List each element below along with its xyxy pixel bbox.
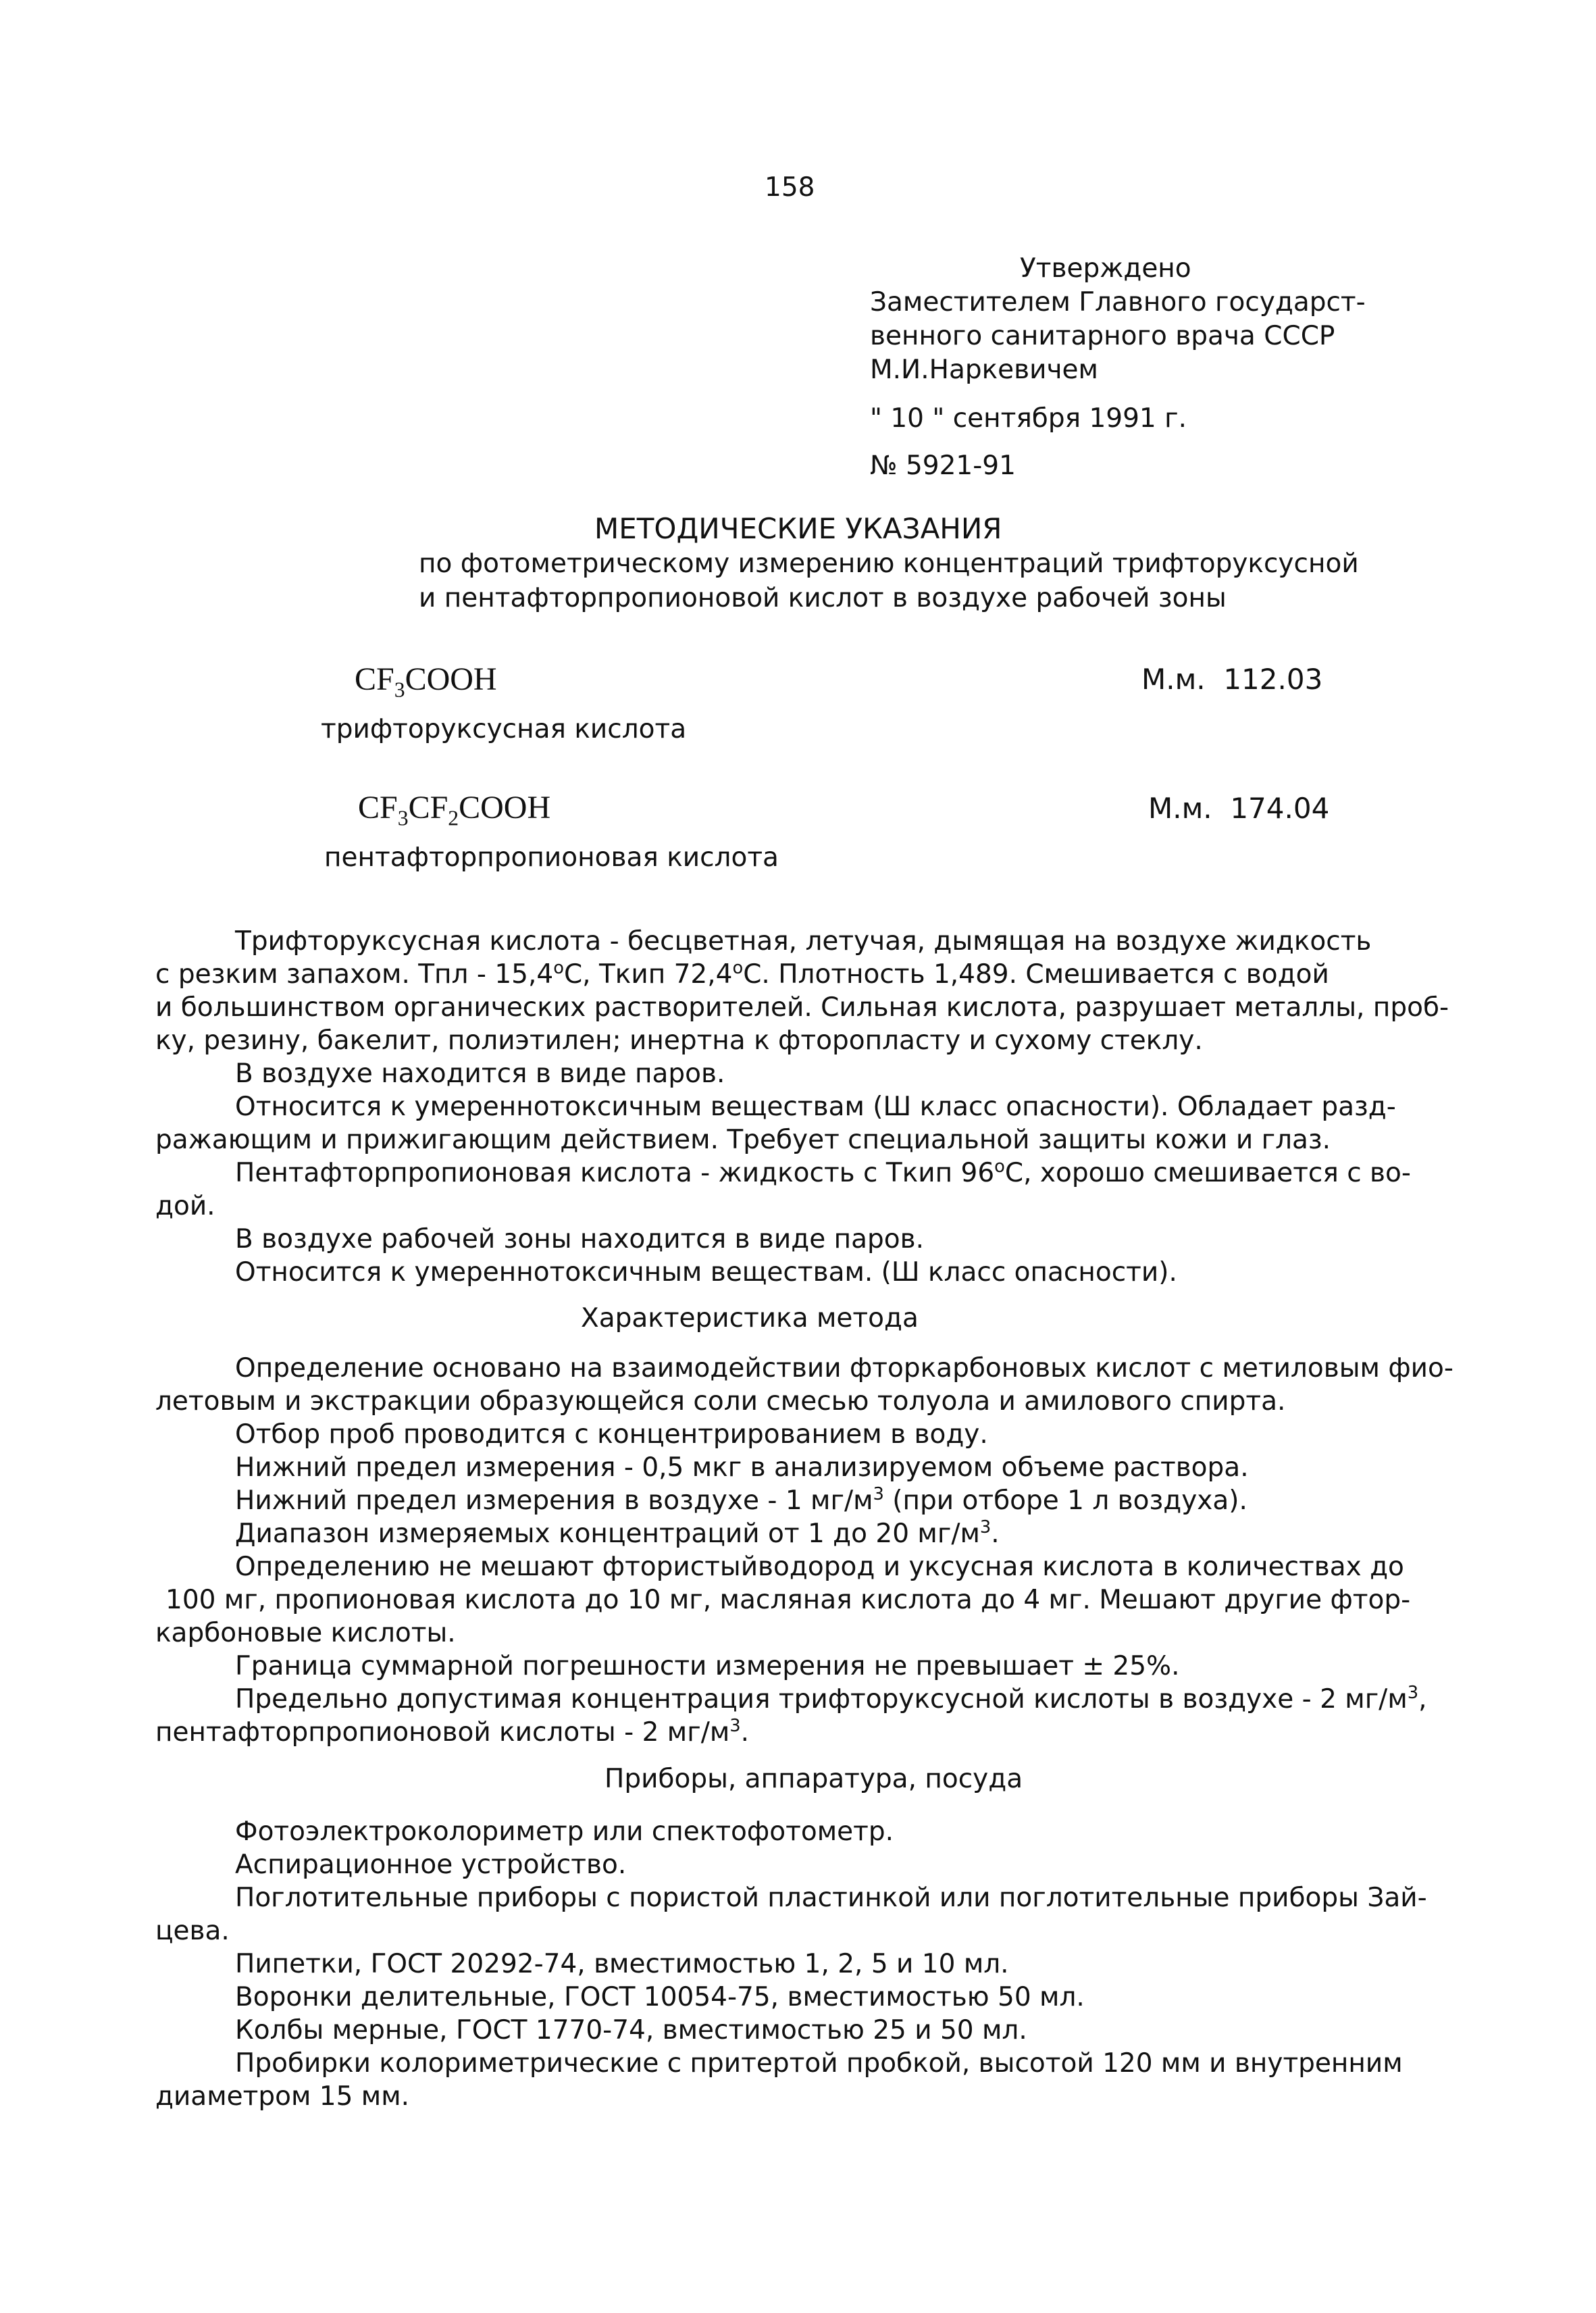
text-line: диаметром 15 мм. xyxy=(155,2081,410,2112)
text-line: Пробирки колориметрические с притертой пробкой, высотой 120 мм и внутренним xyxy=(235,2048,1403,2079)
approval-line-1: Заместителем Главного государст- xyxy=(870,287,1366,317)
text-line: Нижний предел измерения - 0,5 мкг в анализируемом объеме раствора. xyxy=(235,1452,1249,1483)
document-subtitle-2: и пентафторпропионовой кислот в воздухе рабочей зоны xyxy=(419,583,1227,613)
section-heading: Приборы, аппаратура, посуда xyxy=(604,1764,1023,1794)
text-line: ражающим и прижигающим действием. Требует специальной защиты кожи и глаз. xyxy=(155,1125,1331,1155)
text-line: 100 мг, пропионовая кислота до 10 мг, масляная кислота до 4 мг. Мешают другие фтор- xyxy=(165,1585,1411,1615)
approval-date: " 10 " сентября 1991 г. xyxy=(870,403,1187,434)
text-line: летовым и экстракции образующейся соли смесью толуола и амилового спирта. xyxy=(155,1386,1286,1417)
approval-title: Утверждено xyxy=(1020,253,1191,284)
text-line: Колбы мерные, ГОСТ 1770-74, вместимостью 25 и 50 мл. xyxy=(235,2015,1027,2045)
text-line: Нижний предел измерения в воздухе - 1 $мг/м^3$ (при отборе 1 л воздуха). xyxy=(235,1484,1247,1516)
text-line: пентафторпропионовой кислоты - 2 $мг/м^3$. xyxy=(155,1716,750,1748)
text-line: Отбор проб проводится с концентрированием в воду. xyxy=(235,1419,988,1450)
compound-name-1: трифторуксусная кислота xyxy=(321,714,687,744)
text-line: Граница суммарной погрешности измерения не превышает ± 25%. xyxy=(235,1651,1180,1681)
text-line: В воздухе рабочей зоны находится в виде паров. xyxy=(235,1224,925,1254)
section-heading: Характеристика метода xyxy=(581,1303,919,1333)
compound-formula-1: $CF_3COOH$ xyxy=(355,661,497,702)
text-line: В воздухе находится в виде паров. xyxy=(235,1059,725,1089)
text-line: Пентафторпропионовая кислота - жидкость с Ткип 96$^o$C, хорошо смешивается с во- xyxy=(235,1156,1411,1188)
text-line: Относится к умереннотоксичным веществам. (Ш класс опасности). xyxy=(235,1257,1177,1288)
text-line: Воронки делительные, ГОСТ 10054-75, вместимостью 50 мл. xyxy=(235,1982,1085,2012)
compound-name-2: пентафторпропионовая кислота xyxy=(324,842,779,873)
text-line: с резким запахом. Тпл - 15,4$^o$C, Ткип 72,4$^o$C. Плотность 1,489. Смешивается с водой xyxy=(155,958,1329,990)
text-line: Определение основано на взаимодействии фторкарбоновых кислот с метиловым фио- xyxy=(235,1353,1453,1383)
approval-number: № 5921-91 xyxy=(870,451,1016,481)
text-line: Относится к умереннотоксичным веществам (Ш класс опасности). Обладает разд- xyxy=(235,1092,1396,1122)
compound-molar-mass-2: М.м. 174.04 xyxy=(1148,792,1330,825)
approval-line-3: М.И.Наркевичем xyxy=(870,355,1098,385)
text-line: дой. xyxy=(155,1191,215,1221)
compound-formula-2: $CF_3CF_2COOH$ xyxy=(358,790,551,830)
text-line: Фотоэлектроколориметр или спектофотометр. xyxy=(235,1816,894,1847)
compound-molar-mass-1: М.м. 112.03 xyxy=(1141,663,1323,696)
text-line: Диапазон измеряемых концентраций от 1 до 20 $мг/м^3$. xyxy=(235,1517,1000,1549)
text-line: Аспирационное устройство. xyxy=(235,1850,627,1880)
text-line: цева. xyxy=(155,1916,230,1946)
text-line: Определению не мешают фтористыйводород и уксусная кислота в количествах до xyxy=(235,1552,1404,1582)
text-line: и большинством органических растворителей. Сильная кислота, разрушает металлы, проб- xyxy=(155,992,1449,1023)
text-line: ку, резину, бакелит, полиэтилен; инертна к фторопласту и сухому стеклу. xyxy=(155,1025,1203,1056)
text-line: Предельно допустимая концентрация трифторуксусной кислоты в воздухе - 2 $мг/м^3$, xyxy=(235,1683,1427,1714)
text-line: карбоновые кислоты. xyxy=(155,1618,456,1648)
document-title: МЕТОДИЧЕСКИЕ УКАЗАНИЯ xyxy=(594,512,1002,545)
text-line: Трифторуксусная кислота - бесцветная, летучая, дымящая на воздухе жидкость xyxy=(235,926,1372,957)
approval-line-2: венного санитарного врача СССР xyxy=(870,321,1335,351)
text-line: Пипетки, ГОСТ 20292-74, вместимостью 1, 2, 5 и 10 мл. xyxy=(235,1949,1009,1979)
document-subtitle-1: по фотометрическому измерению концентраций трифторуксусной xyxy=(419,549,1359,579)
page-number: 158 xyxy=(765,172,815,203)
text-line: Поглотительные приборы с пористой пластинкой или поглотительные приборы Зай- xyxy=(235,1883,1427,1913)
